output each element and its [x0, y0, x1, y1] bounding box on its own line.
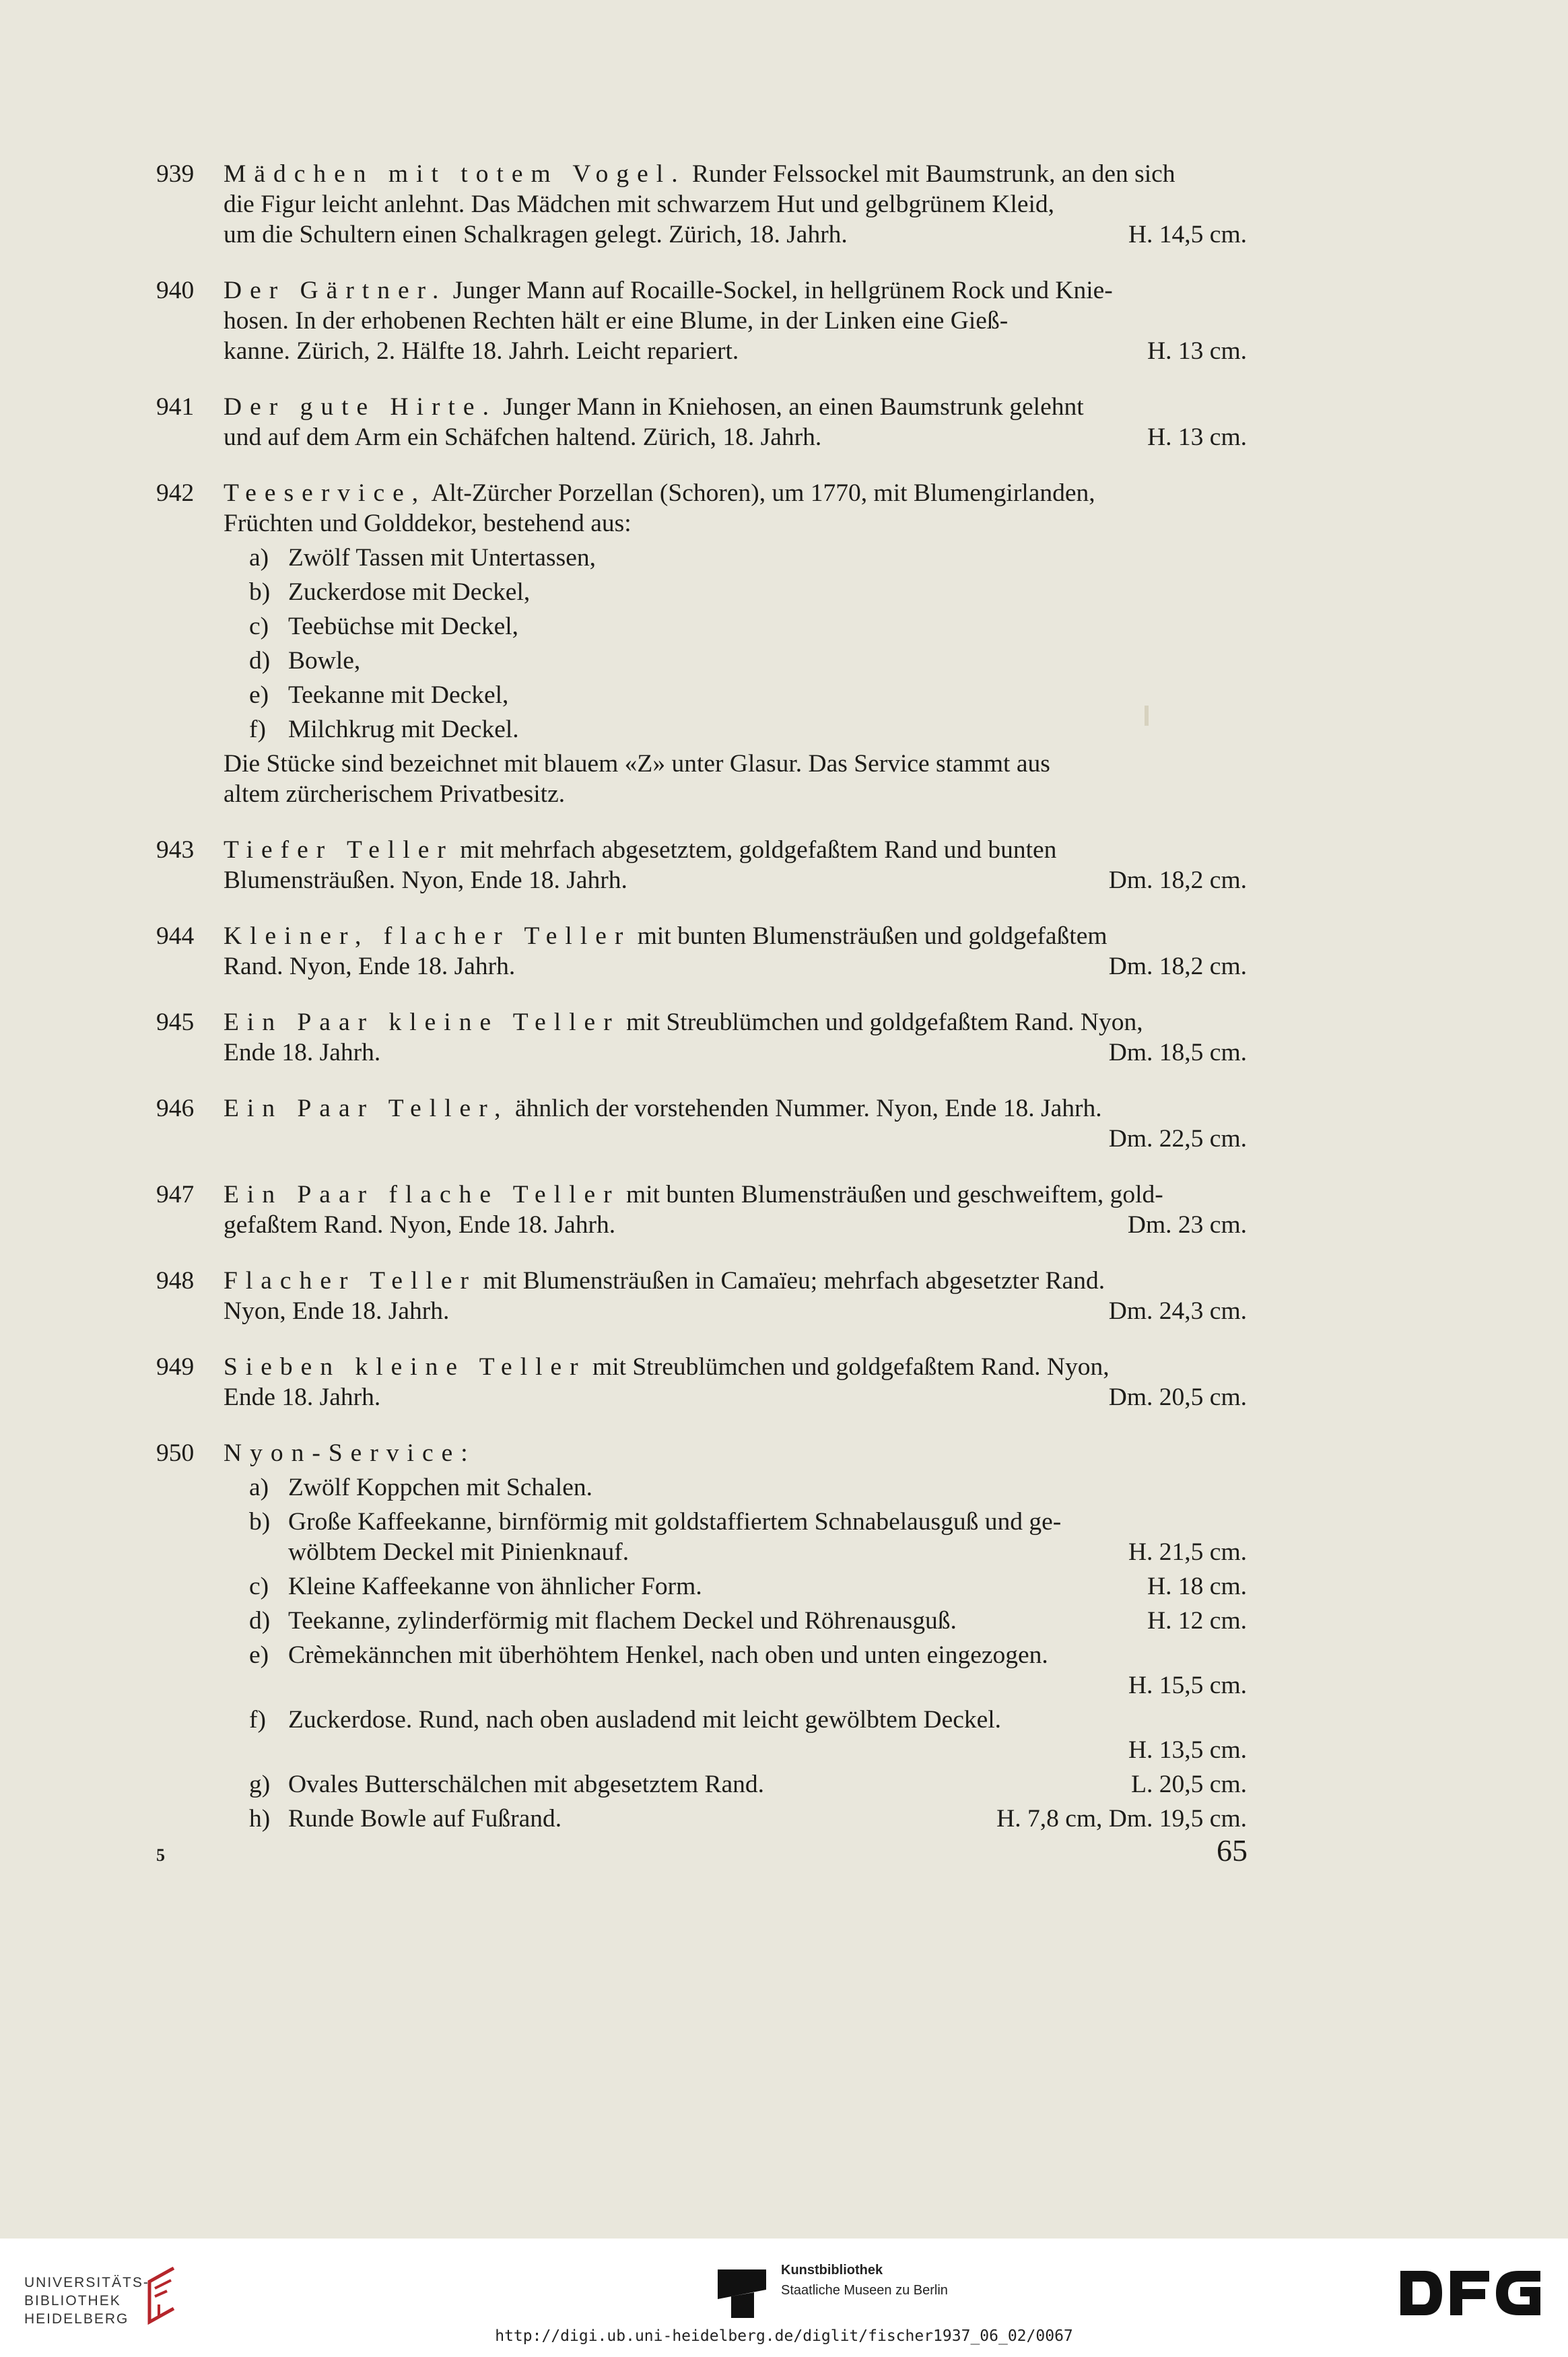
- entry-text: mit Streublümchen und goldgefaßtem Rand. Nyon,: [626, 1009, 1143, 1036]
- entry-title: Mädchen mit totem Vogel.: [224, 160, 686, 188]
- list-item: [224, 577, 1247, 607]
- list-item: [224, 1769, 1247, 1800]
- item-text: Teekanne mit Deckel,: [288, 681, 509, 709]
- item-label: e): [249, 681, 269, 709]
- ub-heidelberg-logo-icon: [140, 2265, 183, 2325]
- entry-measure: Dm. 20,5 cm.: [1108, 1384, 1247, 1411]
- ub-line: HEIDELBERG: [24, 2311, 129, 2327]
- entry-measure: Dm. 18,5 cm.: [1108, 1039, 1247, 1066]
- list-item: [224, 543, 1247, 573]
- catalog-entry-950: [156, 1438, 1247, 1838]
- list-item: [224, 1606, 1247, 1636]
- entry-title: Ein Paar Teller,: [224, 1095, 509, 1122]
- item-measure: H. 13,5 cm.: [1128, 1736, 1247, 1764]
- entry-text: mit Blumensträußen in Camaïeu; mehrfach abgesetzter Rand.: [483, 1267, 1105, 1295]
- entry-number: 940: [156, 277, 195, 304]
- list-item: [224, 1640, 1247, 1701]
- catalog-entry-941: [156, 392, 1247, 452]
- entry-text: kanne. Zürich, 2. Hälfte 18. Jahrh. Leicht repariert.: [224, 337, 739, 365]
- item-measure: L. 20,5 cm.: [1131, 1771, 1247, 1798]
- entry-measure: Dm. 23 cm.: [1127, 1211, 1247, 1239]
- list-item: [224, 1571, 1247, 1602]
- entry-measure: Dm. 22,5 cm.: [1108, 1125, 1247, 1153]
- item-label: a): [249, 544, 269, 572]
- catalog-entry-943: [156, 835, 1247, 895]
- entry-number: 943: [156, 836, 195, 864]
- item-label: f): [249, 716, 266, 743]
- item-measure: H. 7,8 cm, Dm. 19,5 cm.: [996, 1805, 1247, 1833]
- item-text: Bowle,: [288, 647, 361, 675]
- item-label: b): [249, 578, 271, 606]
- entry-text: hosen. In der erhobenen Rechten hält er eine Blume, in der Linken eine Gieß-: [224, 307, 1009, 335]
- item-label: b): [249, 1508, 271, 1536]
- list-item: [224, 1507, 1247, 1567]
- item-text: Teekanne, zylinderförmig mit flachem Deckel und Röhrenausguß.: [288, 1607, 957, 1635]
- entry-measure: Dm. 18,2 cm.: [1108, 953, 1247, 980]
- item-text: Zuckerdose mit Deckel,: [288, 578, 531, 606]
- entry-title: Ein Paar flache Teller: [224, 1181, 620, 1208]
- entry-title: Nyon-Service:: [224, 1439, 476, 1467]
- catalog-entry-947: [156, 1180, 1247, 1240]
- entry-measure: Dm. 18,2 cm.: [1108, 866, 1247, 894]
- entry-measure: H. 14,5 cm.: [1128, 221, 1247, 248]
- entry-title: Ein Paar kleine Teller: [224, 1009, 620, 1036]
- item-label: g): [249, 1771, 271, 1798]
- entry-measure: H. 13 cm.: [1147, 423, 1247, 451]
- entry-number: 944: [156, 922, 195, 950]
- entry-title: Der Gärtner.: [224, 277, 447, 304]
- kb-title: Kunstbibliothek: [781, 2263, 883, 2278]
- entry-measure: Dm. 24,3 cm.: [1108, 1297, 1247, 1325]
- item-list: [224, 1472, 1247, 1834]
- item-label: d): [249, 647, 271, 675]
- catalog-entry-942: [156, 478, 1247, 809]
- entry-text: Nyon, Ende 18. Jahrh.: [224, 1297, 450, 1325]
- item-measure: H. 12 cm.: [1147, 1607, 1247, 1635]
- dfg-logo-icon: [1398, 2268, 1546, 2318]
- item-text: Crèmekännchen mit überhöhtem Henkel, nach oben und unten eingezogen.: [288, 1641, 1048, 1669]
- list-item: [224, 1804, 1247, 1834]
- entry-number: 941: [156, 393, 195, 421]
- list-item: [224, 680, 1247, 710]
- catalog-entry-949: [156, 1352, 1247, 1412]
- signature-mark: 5: [156, 1845, 165, 1865]
- catalog-entry-940: [156, 275, 1247, 366]
- item-label: c): [249, 613, 269, 640]
- item-text: Kleine Kaffeekanne von ähnlicher Form.: [288, 1573, 702, 1600]
- item-label: c): [249, 1573, 269, 1600]
- ub-heidelberg-label: [24, 2274, 149, 2328]
- catalog-entry-948: [156, 1266, 1247, 1326]
- catalog-entry-939: [156, 159, 1247, 250]
- entry-text: Rand. Nyon, Ende 18. Jahrh.: [224, 953, 516, 980]
- kunstbibliothek-logo-icon: [718, 2269, 766, 2318]
- item-text: Runde Bowle auf Fußrand.: [288, 1805, 562, 1833]
- entry-text: Junger Mann in Kniehosen, an einen Baumstrunk gelehnt: [503, 393, 1084, 421]
- kunstbibliothek-label: [781, 2260, 948, 2300]
- list-item: [224, 714, 1247, 745]
- entry-number: 949: [156, 1353, 195, 1381]
- entry-text: mit Streublümchen und goldgefaßtem Rand. Nyon,: [592, 1353, 1110, 1381]
- entry-title: Kleiner, flacher Teller: [224, 922, 632, 950]
- entry-text: gefaßtem Rand. Nyon, Ende 18. Jahrh.: [224, 1211, 616, 1239]
- item-text: Milchkrug mit Deckel.: [288, 716, 519, 743]
- item-text: Teebüchse mit Deckel,: [288, 613, 519, 640]
- item-label: a): [249, 1474, 269, 1501]
- ub-line: UNIVERSITÄTS-: [24, 2275, 149, 2290]
- entry-text: Alt-Zürcher Porzellan (Schoren), um 1770, mit Blumengirlanden,: [431, 479, 1095, 507]
- entry-title: Teeservice,: [224, 479, 427, 507]
- item-label: h): [249, 1805, 271, 1833]
- item-label: f): [249, 1706, 266, 1734]
- entry-title: Sieben kleine Teller: [224, 1353, 586, 1381]
- kb-subtitle: Staatliche Museen zu Berlin: [781, 2283, 948, 2298]
- entry-title: Tiefer Teller: [224, 836, 454, 864]
- item-measure: H. 18 cm.: [1147, 1573, 1247, 1600]
- list-item: [224, 1705, 1247, 1765]
- list-item: [224, 611, 1247, 642]
- entry-number: 946: [156, 1095, 195, 1122]
- catalog-text: [156, 159, 1247, 1864]
- entry-number: 950: [156, 1439, 195, 1467]
- source-url[interactable]: http://digi.ub.uni-heidelberg.de/diglit/fischer1937_06_02/0067: [495, 2327, 1073, 2345]
- entry-number: 942: [156, 479, 195, 507]
- entry-text: Blumensträußen. Nyon, Ende 18. Jahrh.: [224, 866, 627, 894]
- entry-number: 947: [156, 1181, 195, 1208]
- entry-text: Ende 18. Jahrh.: [224, 1039, 381, 1066]
- entry-title: Der gute Hirte.: [224, 393, 497, 421]
- entry-text: Früchten und Golddekor, bestehend aus:: [224, 510, 632, 537]
- entry-number: 945: [156, 1009, 195, 1036]
- item-text: Zuckerdose. Rund, nach oben ausladend mit leicht gewölbtem Deckel.: [288, 1706, 1002, 1734]
- entry-title: Flacher Teller: [224, 1267, 477, 1295]
- entry-text: Ende 18. Jahrh.: [224, 1384, 381, 1411]
- entry-text: und auf dem Arm ein Schäfchen haltend. Zürich, 18. Jahrh.: [224, 423, 822, 451]
- item-text: Große Kaffeekanne, birnförmig mit goldstaffiertem Schnabelausguß und ge-: [288, 1508, 1062, 1536]
- entry-text: mit bunten Blumensträußen und geschweiftem, gold-: [626, 1181, 1163, 1208]
- entry-note: altem zürcherischem Privatbesitz.: [224, 780, 566, 808]
- item-label: e): [249, 1641, 269, 1669]
- entry-text: mit mehrfach abgesetztem, goldgefaßtem Rand und bunten: [460, 836, 1057, 864]
- entry-number: 948: [156, 1267, 195, 1295]
- item-text: Ovales Butterschälchen mit abgesetztem Rand.: [288, 1771, 765, 1798]
- entry-text: Runder Felssockel mit Baumstrunk, an den sich: [691, 160, 1175, 188]
- item-measure: H. 21,5 cm.: [1128, 1538, 1247, 1566]
- catalog-entry-944: [156, 921, 1247, 982]
- entry-text: mit bunten Blumensträußen und goldgefaßtem: [637, 922, 1107, 950]
- entry-text: um die Schultern einen Schalkragen gelegt. Zürich, 18. Jahrh.: [224, 221, 848, 248]
- item-text: Zwölf Koppchen mit Schalen.: [288, 1474, 592, 1501]
- catalog-entry-946: [156, 1093, 1247, 1154]
- item-measure: H. 15,5 cm.: [1128, 1672, 1247, 1699]
- ub-line: BIBLIOTHEK: [24, 2293, 121, 2309]
- entry-text: Junger Mann auf Rocaille-Sockel, in hellgrünem Rock und Knie-: [452, 277, 1113, 304]
- item-list: [224, 543, 1247, 745]
- entry-text: die Figur leicht anlehnt. Das Mädchen mit schwarzem Hut und gelbgrünem Kleid,: [224, 191, 1055, 218]
- list-item: [224, 646, 1247, 676]
- entry-note: Die Stücke sind bezeichnet mit blauem «Z» unter Glasur. Das Service stammt aus: [224, 750, 1050, 778]
- item-text: Zwölf Tassen mit Untertassen,: [288, 544, 596, 572]
- item-text: wölbtem Deckel mit Pinienknauf.: [288, 1538, 629, 1566]
- catalog-entry-945: [156, 1007, 1247, 1068]
- list-item: [224, 1472, 1247, 1503]
- page-number: 65: [1217, 1833, 1248, 1868]
- entry-measure: H. 13 cm.: [1147, 337, 1247, 365]
- entry-number: 939: [156, 160, 195, 188]
- item-label: d): [249, 1607, 271, 1635]
- footer-bar: [0, 2239, 1568, 2357]
- entry-text: ähnlich der vorstehenden Nummer. Nyon, Ende 18. Jahrh.: [514, 1095, 1102, 1122]
